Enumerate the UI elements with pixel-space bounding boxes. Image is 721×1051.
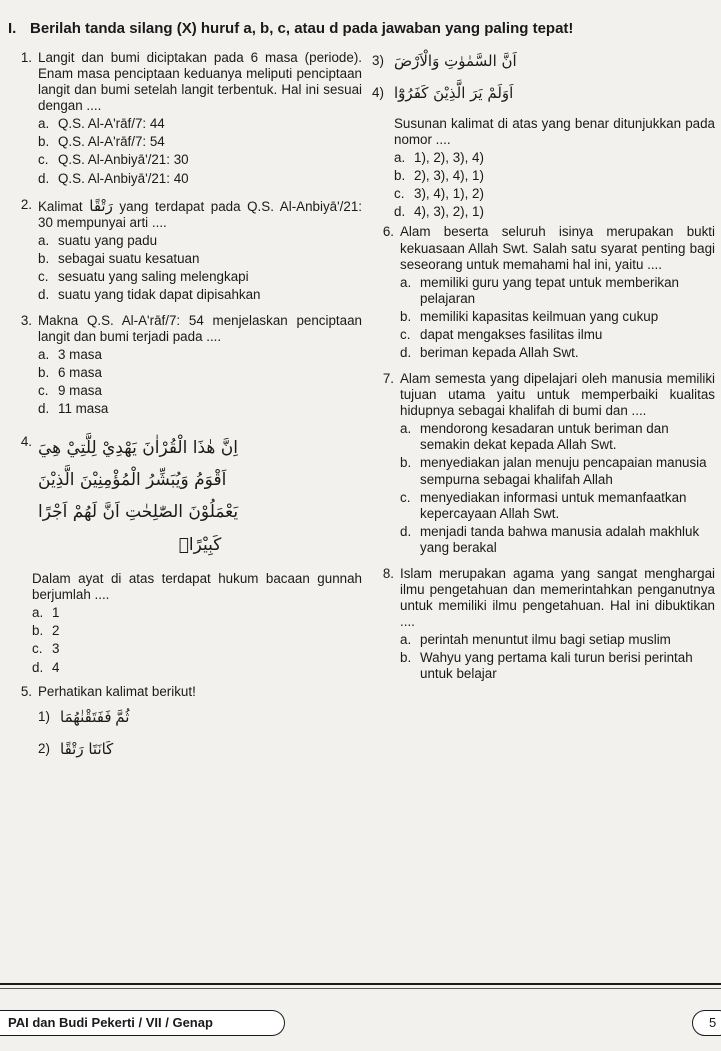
instruction-header (8, 20, 573, 38)
question-7 (372, 371, 715, 558)
left-column (10, 50, 362, 780)
question-number: 5. (20, 683, 32, 699)
instruction-text: Berilah tanda silang (X) huruf a, b, c, atau d pada jawaban yang paling tepat! (30, 20, 574, 37)
option-b[interactable]: b. Wahyu yang pertama kali turun berisi perintah untuk belajar (400, 650, 693, 682)
book-title-tab (0, 1010, 285, 1036)
arabic-phrase-4: 4) اَوَلَمْ يَرَ الَّذِيْنَ كَفَرُوْٓا (372, 84, 514, 102)
page-number: 5 (709, 1015, 717, 1031)
book-title: PAI dan Budi Pekerti / VII / Genap (8, 1015, 213, 1031)
option-d[interactable]: d. beriman kepada Allah Swt. (400, 345, 579, 361)
option-c[interactable]: c. sesuatu yang saling melengkapi (38, 268, 249, 284)
option-d[interactable]: d. 4), 3), 2), 1) (394, 204, 484, 220)
question-number: 3. (20, 313, 32, 329)
option-d[interactable]: d. suatu yang tidak dapat dipisahkan (38, 287, 261, 303)
section-number: I. (8, 20, 17, 37)
option-c[interactable]: c. 3 (32, 641, 60, 657)
option-b[interactable]: b. memiliki kapasitas keilmuan yang cukup (400, 308, 659, 324)
question-number: 8. (382, 565, 394, 581)
option-c[interactable]: c. 9 masa (38, 383, 102, 399)
question-stem: Perhatikan kalimat berikut! (38, 683, 196, 699)
arabic-verse-line: يَعْمَلُوْنَ الصّٰلِحٰتِ اَنَّ لَهُمْ اَجْرًا (38, 502, 239, 523)
option-d[interactable]: d. 4 (32, 659, 60, 675)
question-4 (10, 434, 362, 568)
arabic-term: رَتْقًا (89, 196, 113, 215)
option-c[interactable]: c. dapat mengakses fasilitas ilmu (400, 326, 603, 342)
footer-divider (0, 983, 721, 985)
option-c[interactable]: c. 3), 4), 1), 2) (394, 186, 484, 202)
option-a[interactable]: a. Q.S. Al-A'rāf/7: 44 (38, 116, 165, 132)
question-stem: Alam semesta yang dipelajari oleh manusia memiliki tujuan utama yaitu untuk memperbaiki kualitas hidupnya sebagai khalifah di bumi dan .... (400, 371, 715, 419)
page-number-tab (692, 1010, 721, 1036)
question-5 (10, 684, 362, 772)
arabic-verse-line: اَقْوَمُ وَيُبَشِّرُ الْمُؤْمِنِيْنَ الَّذِيْنَ (38, 469, 227, 490)
question-6 (372, 224, 715, 363)
option-a[interactable]: a. 1), 2), 3), 4) (394, 150, 484, 166)
option-b[interactable]: b. menyediakan jalan menuju pencapaian manusia sempurna sebagai khalifah Allah (400, 455, 707, 487)
option-d[interactable]: d. menjadi tanda bahwa manusia adalah makhluk yang berakal (400, 523, 700, 555)
question-number: 6. (382, 224, 394, 240)
arabic-verse-line: كَبِيْرًاۙ (178, 534, 222, 555)
option-b[interactable]: b. 6 masa (38, 365, 102, 381)
question-stem: Kalimat رَتْقًا yang terdapat pada Q.S. Al-Anbiyā'/21: 30 mempunyai arti .... (38, 196, 362, 230)
arabic-phrase-2: 2) كَانَتَا رَتْقًا (38, 739, 114, 758)
option-a[interactable]: a. perintah menuntut ilmu bagi setiap muslim (400, 632, 671, 648)
question-stem: Islam merupakan agama yang sangat menghargai ilmu pengetahuan dan memerintahkan penganutnya untuk memiliki ilmu pengetahuan. Hal ini dibuktikan .... (400, 565, 715, 630)
question-stem: Susunan kalimat di atas yang benar ditunjukkan pada nomor .... (394, 116, 715, 148)
question-number: 2. (20, 196, 32, 212)
question-number: 1. (20, 50, 32, 65)
question-1 (10, 50, 362, 189)
option-b[interactable]: b. 2 (32, 623, 60, 639)
right-column (372, 50, 715, 693)
arabic-phrase-3: 3) اَنَّ السَّمٰوٰتِ وَالْاَرْضَ (372, 52, 517, 70)
question-number: 4. (20, 433, 32, 449)
question-3 (10, 313, 362, 419)
question-stem: Langit dan bumi diciptakan pada 6 masa (periode). Enam masa penciptaan keduanya meliputi penciptaan langit dan bumi setelah langit terbentuk. Hal ini sesuai dengan .... (38, 50, 362, 114)
option-a[interactable]: a. mendorong kesadaran untuk beriman dan semakin dekat kepada Allah Swt. (400, 421, 669, 453)
question-number: 7. (382, 371, 394, 387)
option-b[interactable]: b. 2), 3), 4), 1) (394, 168, 484, 184)
question-stem: Makna Q.S. Al-A'rāf/7: 54 menjelaskan penciptaan langit dan bumi terjadi pada .... (38, 313, 362, 345)
option-a[interactable]: a. memiliki guru yang tepat untuk memberikan pelajaran (400, 274, 680, 306)
arabic-phrase-1: 1) فَفَتَقْنٰهُمَا ثُمَّ (38, 707, 130, 726)
question-8 (372, 566, 715, 685)
question-2 (10, 197, 362, 305)
option-c[interactable]: c. Q.S. Al-Anbiyā'/21: 30 (38, 152, 189, 168)
option-a[interactable]: a. suatu yang padu (38, 232, 158, 248)
question-stem: Alam beserta seluruh isinya merupakan bukti kekuasaan Allah Swt. Salah satu syarat penting bagi seseorang untuk memahami hal ini, yaitu .... (400, 224, 715, 272)
option-c[interactable]: c. menyediakan informasi untuk memanfaatkan kepercayaan Allah Swt. (400, 489, 687, 521)
option-a[interactable]: a. 3 masa (38, 347, 102, 363)
option-b[interactable]: b. Q.S. Al-A'rāf/7: 54 (38, 134, 165, 150)
option-d[interactable]: d. Q.S. Al-Anbiyā'/21: 40 (38, 170, 189, 186)
arabic-verse-line: اِنَّ هٰذَا الْقُرْاٰنَ يَهْدِيْ لِلَّتِيْ هِيَ (38, 437, 238, 458)
question-stem: Dalam ayat di atas terdapat hukum bacaan gunnah berjumlah .... (32, 571, 362, 603)
option-b[interactable]: b. sebagai suatu kesatuan (38, 250, 200, 266)
footer-divider-thin (0, 988, 721, 989)
option-d[interactable]: d. 11 masa (38, 401, 109, 417)
option-a[interactable]: a. 1 (32, 605, 60, 621)
